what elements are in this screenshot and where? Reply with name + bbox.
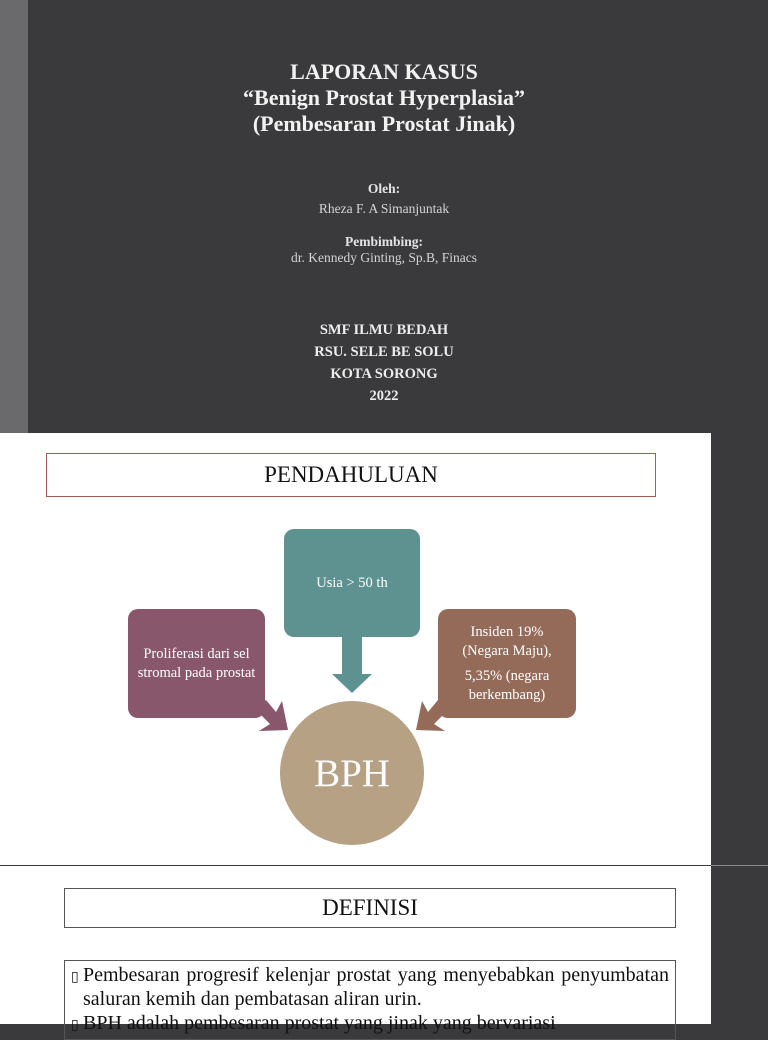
slide-header-definisi: DEFINISI (64, 888, 676, 928)
node-age: Usia > 50 th (284, 529, 420, 637)
title-line-1: LAPORAN KASUS (290, 59, 478, 84)
author-name: Rheza F. A Simanjuntak (318, 201, 450, 216)
bullet-icon: ▯ (71, 1017, 79, 1033)
by-label: Oleh: (367, 181, 401, 196)
institution-year: 2022 (369, 388, 399, 404)
institution-line-2: RSU. SELE BE SOLU (314, 344, 454, 360)
definition-bullet (71, 1011, 669, 1035)
slide-divider (711, 865, 768, 866)
bullet-text: BPH adalah pembesaran prostat yang jinak yang bervariasi (83, 1012, 556, 1034)
bullet-icon: ▯ (71, 969, 79, 985)
institution-line-3: KOTA SORONG (330, 366, 438, 382)
advisor-label: Pembimbing: (344, 234, 423, 249)
definition-bullet (71, 963, 669, 1011)
introduction-slide (0, 433, 711, 865)
incidence-developing: 5,35% (negara berkembang) (464, 667, 550, 703)
bph-center-circle: BPH (280, 701, 424, 845)
definition-slide (0, 866, 711, 1034)
arrow-down (332, 637, 372, 693)
node-incidence (438, 609, 576, 718)
title-line-2: “Benign Prostat Hyperplasia” (243, 85, 525, 110)
title-slide (0, 0, 768, 433)
background-stripe (711, 433, 768, 865)
node-stromal-proliferation: Proliferasi dari sel stromal pada prostat (128, 609, 265, 718)
definition-content (64, 960, 676, 1040)
slide-header-pendahuluan: PENDAHULUAN (46, 453, 656, 497)
advisor-name: dr. Kennedy Ginting, Sp.B, Finacs (291, 250, 477, 265)
bullet-text: Pembesaran progresif kelenjar prostat yang menyebabkan penyumbatan saluran kemih dan pembatasan aliran urin. (83, 964, 669, 1010)
institution-line-1: SMF ILMU BEDAH (319, 322, 449, 338)
incidence-developed: Insiden 19% (Negara Maju), (462, 623, 552, 659)
title-line-3: (Pembesaran Prostat Jinak) (252, 111, 516, 136)
